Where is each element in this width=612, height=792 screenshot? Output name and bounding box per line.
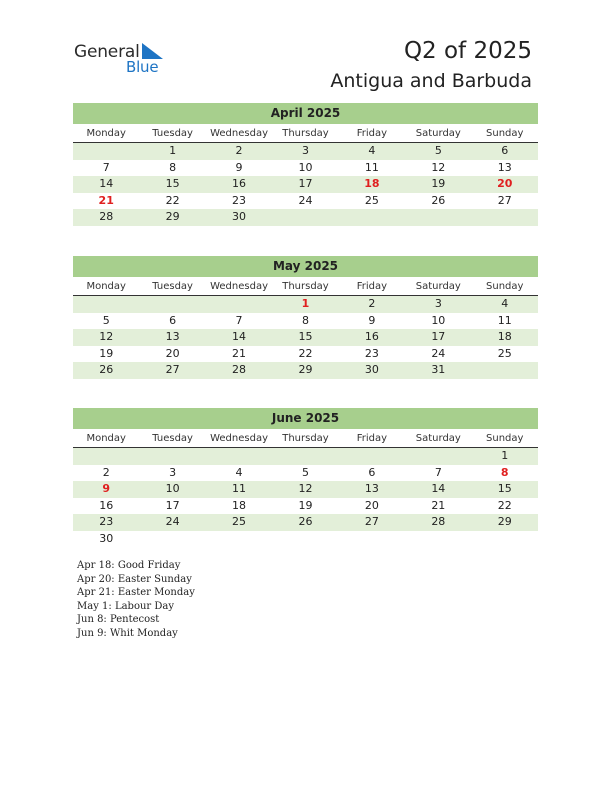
day-cell [73,296,139,313]
day-cell [339,531,405,548]
week-row [73,160,538,177]
holiday-entry: Apr 18: Good Friday [77,560,181,571]
day-cell: 26 [298,515,313,529]
day-cell: 15 [298,330,313,344]
day-cell: 16 [364,330,379,344]
day-cell: 23 [364,346,379,360]
holiday-entry: May 1: Labour Day [77,600,174,612]
day-cell: 14 [431,482,446,496]
day-cell [73,143,139,160]
day-cell: 30 [99,531,114,545]
day-cell [405,209,471,226]
weekday-label: Thursday [282,128,329,139]
day-cell: 6 [169,313,177,327]
day-cell: 12 [298,482,313,496]
day-cell: 27 [497,193,512,207]
day-cell: 11 [232,482,247,496]
weekday-label: Friday [356,281,388,292]
day-cell: 2 [102,465,110,479]
week-row [73,465,538,482]
day-cell: 18 [364,177,380,191]
day-cell: 25 [497,346,512,360]
day-cell: 3 [434,297,442,310]
day-cell: 13 [165,330,180,344]
month-calendar-june [73,408,538,548]
day-cell: 28 [431,515,446,529]
day-cell [139,531,205,548]
day-cell [272,531,338,548]
day-cell [206,296,272,313]
holiday-list [77,559,195,640]
day-cell: 21 [431,498,446,512]
week-row [73,362,538,379]
day-cell: 24 [165,515,180,529]
day-cell [206,531,272,548]
day-cell: 4 [368,144,376,157]
day-cell [272,209,338,226]
country-name: Antigua and Barbuda [330,70,532,92]
day-cell: 1 [301,297,310,310]
day-cell: 13 [364,482,379,496]
day-cell: 9 [102,482,111,496]
week-row [73,346,538,363]
weekday-label: Wednesday [210,128,268,139]
week-row [73,448,538,465]
day-cell: 1 [501,449,509,462]
generalblue-logo [74,40,194,80]
week-row [73,531,538,548]
day-cell [405,448,471,465]
weekday-label: Tuesday [152,433,193,444]
week-row [73,498,538,515]
day-cell: 20 [497,177,513,191]
day-cell: 27 [364,515,379,529]
holiday-entry: Jun 9: Whit Monday [77,627,178,639]
day-cell: 5 [301,465,309,479]
weekday-label: Saturday [415,281,461,292]
week-row [73,193,538,210]
day-cell: 1 [169,144,177,157]
week-row [73,296,538,313]
day-cell: 17 [165,498,180,512]
weekday-header-row [73,431,538,448]
day-cell: 14 [99,177,114,191]
holiday-entry: Apr 21: Easter Monday [77,587,195,598]
week-row [73,176,538,193]
day-cell: 10 [165,482,180,496]
day-cell: 28 [232,363,247,377]
weekday-label: Monday [86,433,126,444]
day-cell: 2 [368,297,376,310]
week-row [73,514,538,531]
month-title: May 2025 [73,256,538,277]
day-cell: 16 [99,498,114,512]
day-cell: 11 [364,160,379,174]
day-cell: 12 [99,330,114,344]
day-cell: 9 [235,160,243,174]
day-cell: 8 [301,313,309,327]
weekday-label: Friday [356,128,388,139]
day-cell: 10 [298,160,313,174]
day-cell: 29 [497,515,512,529]
logo-text-general: General [74,42,140,62]
day-cell: 29 [165,210,180,224]
day-cell: 24 [298,193,313,207]
day-cell [405,531,471,548]
weekday-label: Tuesday [152,128,193,139]
day-cell: 31 [431,363,446,377]
day-cell: 18 [232,498,247,512]
day-cell: 3 [169,465,177,479]
day-cell [73,448,139,465]
day-cell: 25 [364,193,379,207]
day-cell [339,209,405,226]
weekday-label: Thursday [282,433,329,444]
month-title: April 2025 [73,103,538,124]
day-cell [206,448,272,465]
day-cell: 8 [500,465,509,479]
day-cell: 28 [99,210,114,224]
holiday-entry: Apr 20: Easter Sunday [77,573,192,585]
day-cell: 22 [298,346,313,360]
day-cell: 5 [434,144,442,157]
day-cell: 20 [364,498,379,512]
month-calendar-may [73,256,538,379]
month-title: June 2025 [73,408,538,429]
weekday-label: Thursday [282,281,329,292]
day-cell: 4 [235,465,243,479]
day-cell [472,362,538,379]
weekday-label: Monday [86,128,126,139]
week-row [73,329,538,346]
weekday-header-row [73,126,538,143]
week-row [73,481,538,498]
day-cell: 23 [232,193,247,207]
day-cell: 3 [301,144,309,157]
day-cell: 15 [497,482,512,496]
day-cell: 10 [431,313,446,327]
day-cell: 8 [169,160,177,174]
day-cell: 16 [232,177,247,191]
day-cell: 19 [298,498,313,512]
day-cell: 27 [165,363,180,377]
day-cell: 7 [434,465,442,479]
day-cell [139,296,205,313]
page-title: Q2 of 2025 [403,38,532,64]
day-cell: 29 [298,363,313,377]
day-cell [272,448,338,465]
weekday-label: Tuesday [152,281,193,292]
day-cell: 6 [501,144,509,157]
day-cell: 9 [368,313,376,327]
weekday-label: Friday [356,433,388,444]
day-cell: 14 [232,330,247,344]
day-cell: 7 [235,313,243,327]
day-cell: 11 [497,313,512,327]
day-cell: 17 [298,177,313,191]
day-cell: 6 [368,465,376,479]
weekday-label: Wednesday [210,281,268,292]
week-row [73,143,538,160]
day-cell: 26 [431,193,446,207]
day-cell: 4 [501,297,509,310]
day-cell [472,209,538,226]
day-cell: 23 [99,515,114,529]
day-cell: 30 [232,210,247,224]
weekday-label: Sunday [486,281,524,292]
day-cell [472,531,538,548]
weekday-label: Sunday [486,433,524,444]
day-cell: 19 [99,346,114,360]
week-row [73,313,538,330]
day-cell: 22 [165,193,180,207]
weekday-label: Saturday [415,128,461,139]
day-cell: 15 [165,177,180,191]
day-cell: 24 [431,346,446,360]
month-calendar-april [73,103,538,226]
day-cell: 21 [232,346,247,360]
day-cell: 25 [232,515,247,529]
day-cell: 22 [497,498,512,512]
weekday-label: Saturday [415,433,461,444]
weekday-label: Monday [86,281,126,292]
day-cell: 7 [102,160,110,174]
day-cell: 2 [235,144,243,157]
holiday-entry: Jun 8: Pentecost [77,614,160,625]
day-cell: 12 [431,160,446,174]
day-cell [139,448,205,465]
day-cell: 19 [431,177,446,191]
week-row [73,209,538,226]
weekday-label: Wednesday [210,433,268,444]
day-cell: 21 [98,193,114,207]
weekday-header-row [73,279,538,296]
day-cell: 18 [497,330,512,344]
day-cell: 26 [99,363,114,377]
day-cell [339,448,405,465]
weekday-label: Sunday [486,128,524,139]
day-cell: 30 [364,363,379,377]
logo-text-blue: Blue [126,58,159,76]
day-cell: 20 [165,346,180,360]
day-cell: 17 [431,330,446,344]
day-cell: 5 [102,313,110,327]
day-cell: 13 [497,160,512,174]
